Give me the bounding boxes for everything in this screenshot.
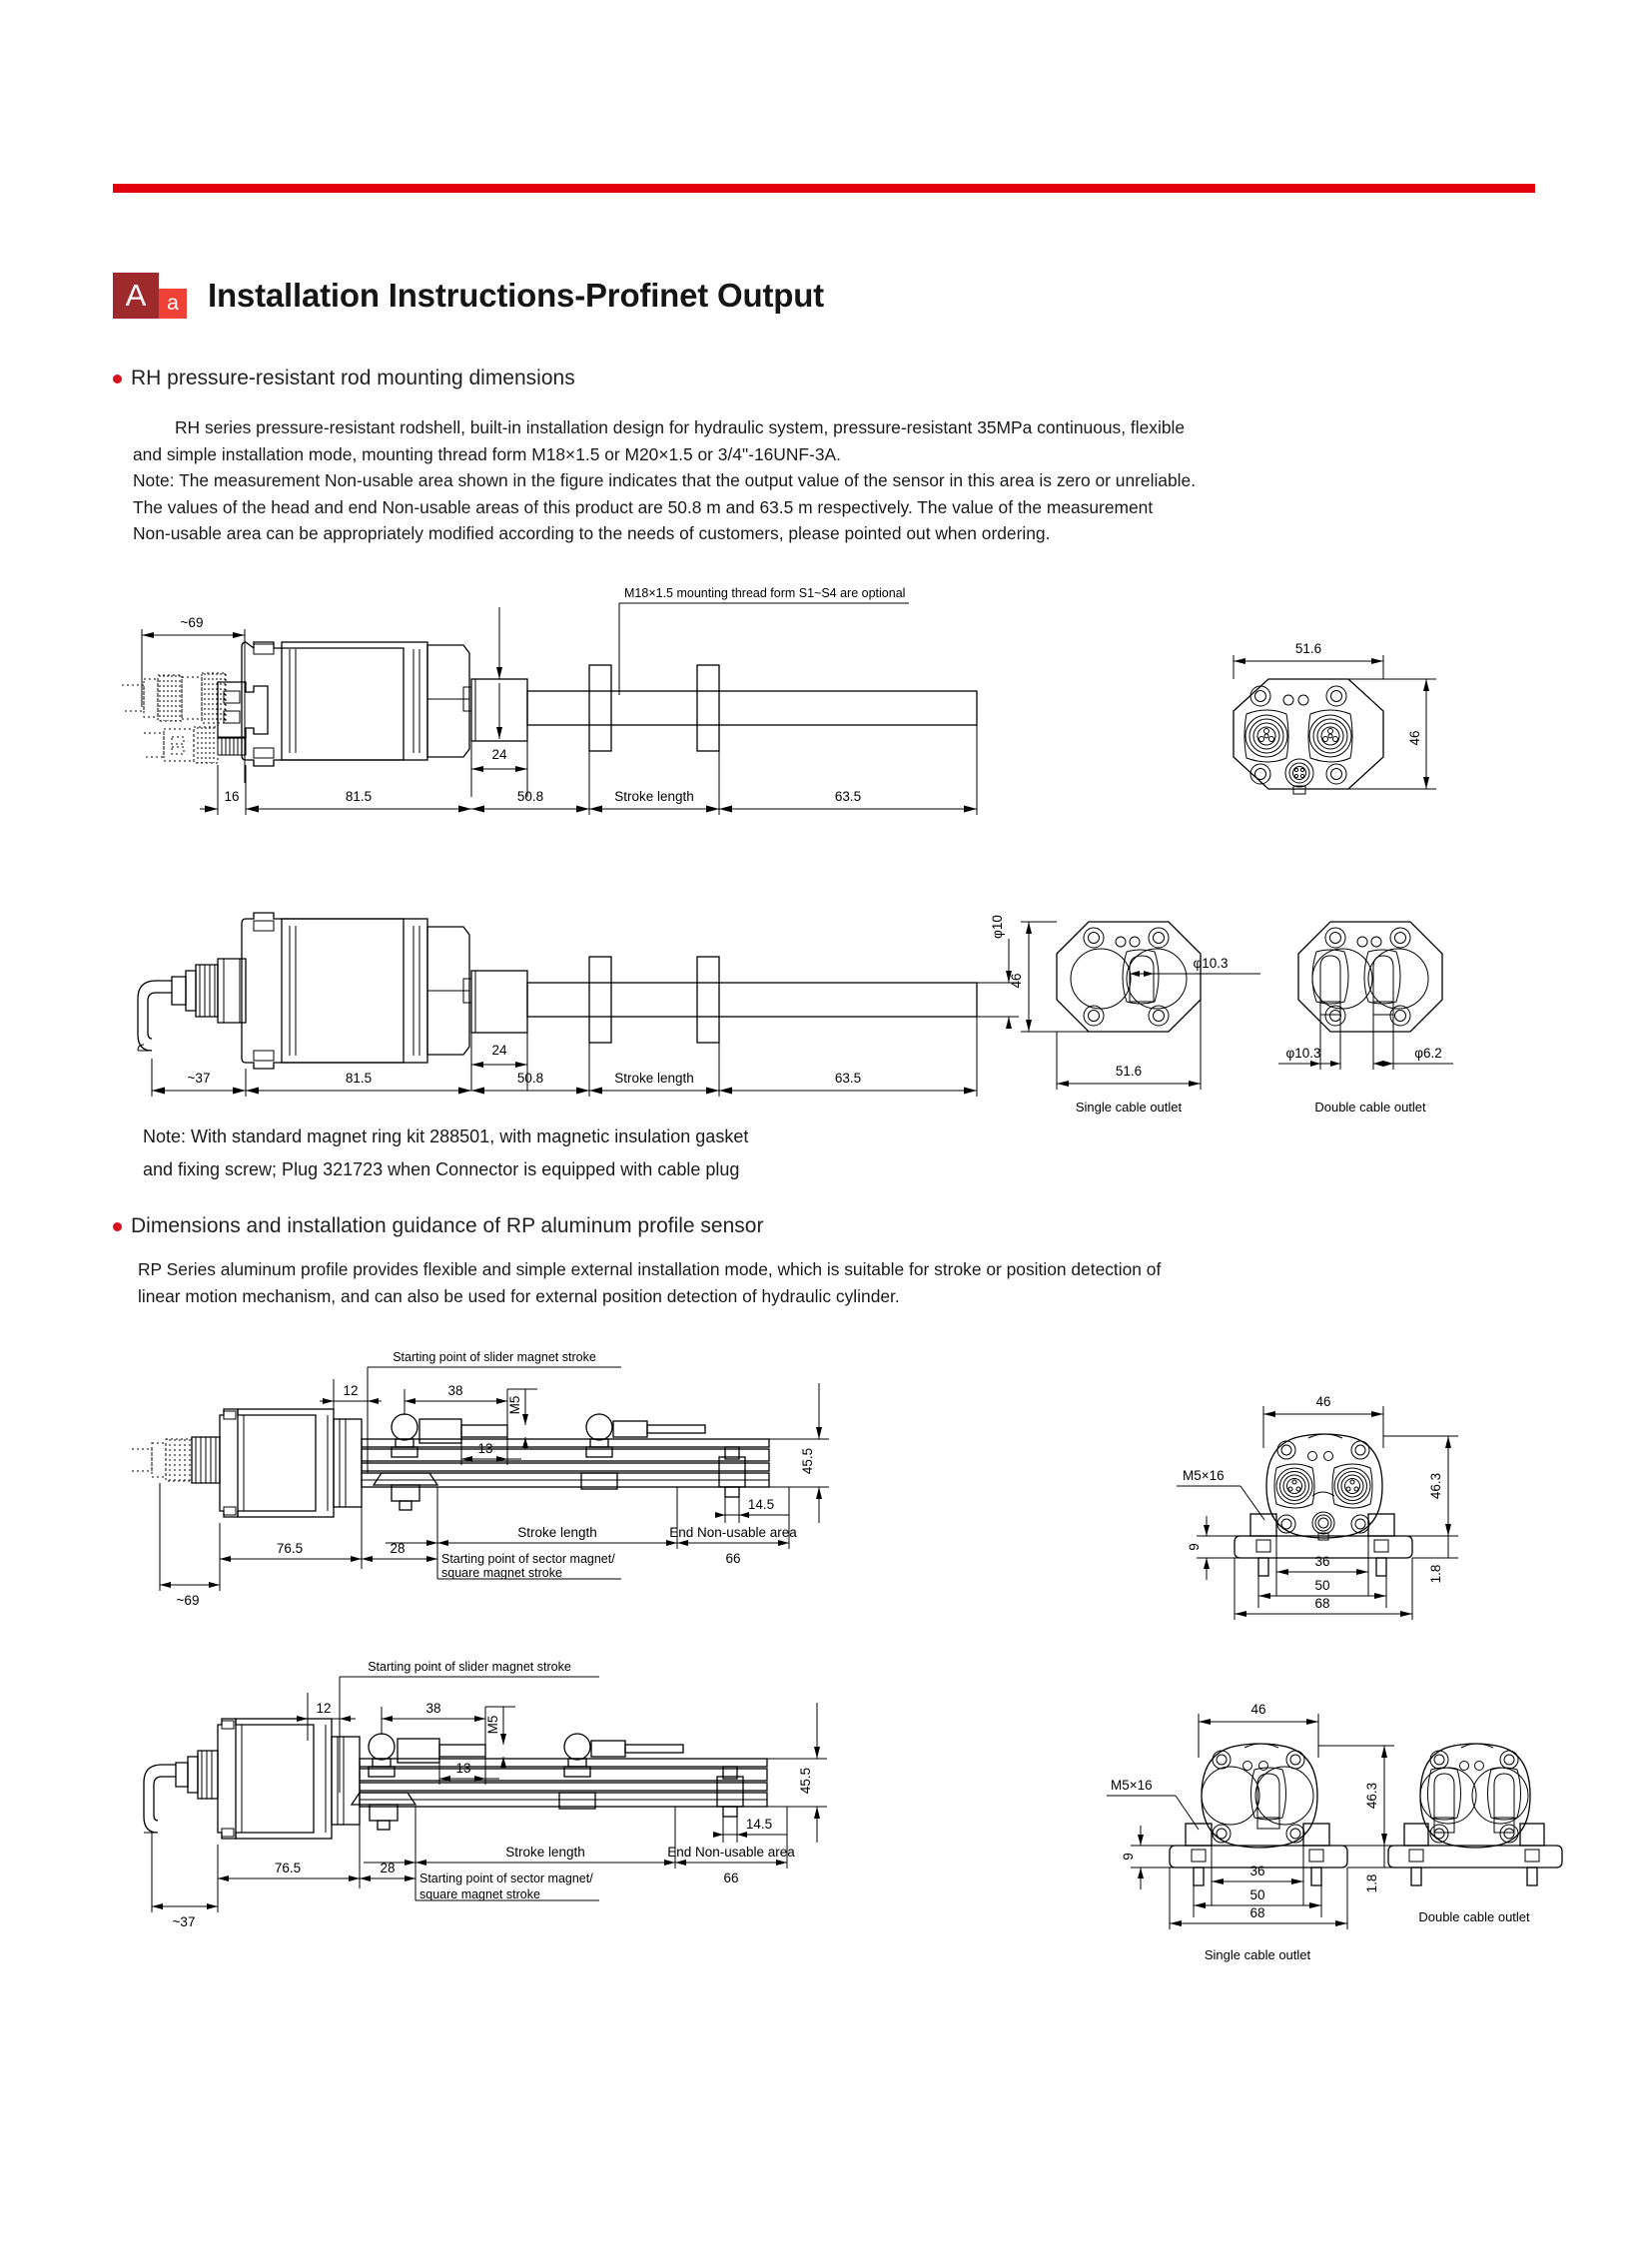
rp-top-dim-head: ~69 xyxy=(176,1593,200,1608)
rp-top-dim-13: 13 xyxy=(477,1441,493,1456)
rh-top-dim-635: 63.5 xyxy=(834,789,862,804)
rp-bottom-dim-455: 45.5 xyxy=(798,1767,813,1795)
rh-top-stroke-label: Stroke length xyxy=(614,789,694,804)
rh-end-dim-width: 51.6 xyxy=(1294,641,1322,656)
rp-top-end-label: End Non-usable area xyxy=(669,1525,797,1540)
rh-bottom-dim-508: 50.8 xyxy=(516,1071,544,1086)
rp-end-top-dim-46: 46 xyxy=(1315,1394,1331,1409)
rh-top-dim-508: 50.8 xyxy=(516,789,544,804)
rp-bottom-sector-label-1: Starting point of sector magnet/ xyxy=(419,1871,593,1885)
double-outlet-phi-left: φ10.3 xyxy=(1285,1046,1321,1061)
double-outlet-phi-right: φ6.2 xyxy=(1414,1046,1442,1061)
rp-end-top-dim-68: 68 xyxy=(1314,1596,1330,1611)
rp-bottom-sector-label-2: square magnet stroke xyxy=(419,1887,540,1901)
rp-bottom-dim-13: 13 xyxy=(455,1761,471,1776)
rp-top-dim-12: 12 xyxy=(343,1383,359,1398)
section2-paragraph xyxy=(138,1256,1556,1309)
figure-rh-bottom-view xyxy=(120,879,1149,1109)
single-outlet-height: 46 xyxy=(1009,973,1024,989)
single-outlet-caption: Single cable outlet xyxy=(1075,1100,1183,1115)
section1-line3: Note: The measurement Non-usable area shown in the figure indicates that the output value of the sensor in this area is zero or unreliable. xyxy=(133,470,1197,490)
single-outlet-width: 51.6 xyxy=(1115,1064,1143,1079)
rp-bottom-dim-66: 66 xyxy=(723,1870,739,1885)
rp-top-sector-label-2: square magnet stroke xyxy=(441,1566,562,1580)
figure-cable-outlets xyxy=(999,884,1478,1133)
rh-top-callout: M18×1.5 mounting thread form S1~S4 are optional xyxy=(624,586,906,600)
section1-line2: and simple installation mode, mounting thread form M18×1.5 or M20×1.5 or 3/4"-16UNF-3A. xyxy=(133,443,841,464)
rp-end-bottom-dim-68: 68 xyxy=(1249,1905,1265,1920)
rp-top-dim-145: 14.5 xyxy=(747,1497,775,1512)
rp-top-dim-28: 28 xyxy=(390,1541,406,1556)
rp-bottom-dim-m5: M5 xyxy=(485,1715,500,1735)
rp-top-dim-765: 76.5 xyxy=(276,1541,304,1556)
rp-end-top-dim-36: 36 xyxy=(1314,1554,1330,1569)
rp-end-bottom-dim-18: 1.8 xyxy=(1364,1873,1379,1893)
page-title xyxy=(113,273,824,319)
note-line1: Note: With standard magnet ring kit 288501, with magnetic insulation gasket xyxy=(143,1126,749,1146)
rp-end-bottom-dim-463: 46.3 xyxy=(1364,1782,1379,1810)
badge-primary-letter: A xyxy=(113,273,159,319)
figure-rp-end-view-bottom xyxy=(1059,1678,1538,1977)
rp-top-dim-66: 66 xyxy=(725,1551,741,1566)
bullet-icon-2 xyxy=(113,1222,122,1231)
header-rule xyxy=(113,184,1535,193)
rh-bottom-stroke-label: Stroke length xyxy=(614,1071,694,1086)
rh-end-dim-height: 46 xyxy=(1407,730,1422,746)
rp-top-dim-38: 38 xyxy=(447,1383,463,1398)
rp-single-caption: Single cable outlet xyxy=(1204,1947,1311,1962)
section-heading-rh-text: RH pressure-resistant rod mounting dimensions xyxy=(131,367,575,389)
rh-bottom-dim-head: ~37 xyxy=(187,1071,211,1086)
figure-rp-top-view xyxy=(130,1350,1049,1618)
rh-top-dim-head: ~69 xyxy=(180,615,204,630)
rp-end-top-dim-463: 46.3 xyxy=(1428,1472,1443,1500)
section-heading-rh xyxy=(113,367,575,390)
rp-top-sector-label-1: Starting point of sector magnet/ xyxy=(441,1552,615,1566)
rh-top-dim-24: 24 xyxy=(491,747,507,762)
rp-bottom-dim-12: 12 xyxy=(316,1701,332,1716)
rp-top-dim-m5: M5 xyxy=(507,1395,522,1415)
section1-paragraph xyxy=(133,414,1551,547)
section1-line4: The values of the head and end Non-usable areas of this product are 50.8 m and 63.5 m respectively. The value of the measurement xyxy=(133,496,1154,517)
double-outlet-caption: Double cable outlet xyxy=(1314,1100,1426,1115)
title-badge xyxy=(113,273,187,319)
rp-end-top-thread: M5×16 xyxy=(1183,1468,1225,1483)
note-block xyxy=(143,1121,1042,1186)
bullet-icon xyxy=(113,374,122,383)
rh-top-dim-16: 16 xyxy=(224,789,240,804)
rp-top-stroke-label: Stroke length xyxy=(517,1525,597,1540)
figure-rh-end-view xyxy=(1209,639,1488,854)
rp-end-top-dim-50: 50 xyxy=(1314,1578,1330,1593)
rh-bottom-dim-815: 81.5 xyxy=(345,1071,373,1086)
figure-rp-bottom-view xyxy=(130,1660,1049,1952)
section1-line1: RH series pressure-resistant rodshell, built-in installation design for hydraulic system, pressure-resistant 35MPa continuous, flexible xyxy=(175,417,1186,437)
rp-bottom-dim-38: 38 xyxy=(425,1701,441,1716)
section-heading-rp-text: Dimensions and installation guidance of RP aluminum profile sensor xyxy=(131,1214,764,1237)
rp-end-bottom-thread: M5×16 xyxy=(1111,1778,1153,1793)
rh-bottom-dim-635: 63.5 xyxy=(834,1071,862,1086)
rp-end-top-dim-9: 9 xyxy=(1187,1543,1202,1551)
rh-top-dim-815: 81.5 xyxy=(345,789,373,804)
section2-line1: RP Series aluminum profile provides flexible and simple external installation mode, which is suitable for stroke or position detection of xyxy=(138,1259,1162,1279)
badge-secondary-letter: a xyxy=(159,289,187,319)
rp-end-top-dim-18: 1.8 xyxy=(1428,1564,1443,1584)
rp-bottom-dim-head: ~37 xyxy=(172,1914,196,1929)
rp-top-slider-label: Starting point of slider magnet stroke xyxy=(393,1350,596,1364)
section-heading-rp xyxy=(113,1214,763,1238)
page-title-text: Installation Instructions-Profinet Output xyxy=(208,277,824,314)
rp-top-dim-455: 45.5 xyxy=(800,1447,815,1475)
rh-bottom-dim-phi10: φ10 xyxy=(990,915,1005,939)
rp-bottom-slider-label: Starting point of slider magnet stroke xyxy=(368,1660,571,1674)
rh-bottom-dim-24: 24 xyxy=(491,1043,507,1058)
rp-bottom-end-label: End Non-usable area xyxy=(667,1845,795,1860)
rp-end-bottom-dim-50: 50 xyxy=(1249,1887,1265,1902)
rp-bottom-dim-145: 14.5 xyxy=(745,1817,773,1832)
figure-rh-top-view xyxy=(120,587,1149,847)
note-line2: and fixing screw; Plug 321723 when Connector is equipped with cable plug xyxy=(143,1159,740,1179)
rp-bottom-dim-765: 76.5 xyxy=(274,1861,302,1875)
section2-line2: linear motion mechanism, and can also be used for external position detection of hydraulic cylinder. xyxy=(138,1285,900,1306)
rp-bottom-stroke-label: Stroke length xyxy=(505,1845,585,1860)
rp-bottom-dim-28: 28 xyxy=(380,1861,396,1875)
rp-double-caption: Double cable outlet xyxy=(1418,1909,1530,1924)
rp-end-bottom-dim-9: 9 xyxy=(1121,1853,1136,1861)
rp-end-bottom-dim-36: 36 xyxy=(1249,1864,1265,1878)
single-outlet-phi: φ10.3 xyxy=(1193,956,1229,971)
figure-rp-end-view-top xyxy=(1169,1368,1498,1618)
section1-line5: Non-usable area can be appropriately modified according to the needs of customers, please pointed out when ordering. xyxy=(133,523,1051,543)
rp-end-bottom-dim-46: 46 xyxy=(1250,1702,1266,1717)
